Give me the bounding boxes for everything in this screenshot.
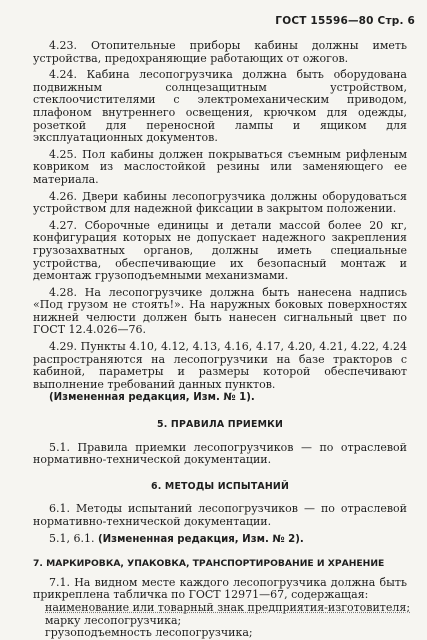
- section-7-heading: 7. МАРКИРОВКА, УПАКОВКА, ТРАНСПОРТИРОВАНИЕ И ХРАНЕНИЕ: [33, 558, 385, 570]
- page-header: ГОСТ 15596—80 Стр. 6: [275, 15, 415, 27]
- paragraph-4-25: 4.25. Пол кабины должен покрываться съемным рифленым ковриком из маслостойкой резины или заменяющего ее материала.: [33, 147, 407, 186]
- amendment-text-2: (Измененная редакция, Изм. № 2).: [97, 533, 304, 545]
- amendment-note-1: [33, 391, 407, 405]
- paragraph-4-28: 4.28. На лесопогрузчике должна быть нанесена надпись «Под грузом не стоять!». На наружных боковых поверхностях нижней челюсти должен быть нанесен сигнальный цвет по ГОСТ 12.4.026—76.: [33, 285, 407, 337]
- amendment-prefix-2: 5.1, 6.1.: [49, 531, 95, 545]
- paragraph-4-23: 4.23. Отопительные приборы кабины должны иметь устройства, предохраняющие работающих от ожогов.: [33, 39, 407, 65]
- list-item: грузоподъемность лесопогрузчика;: [45, 626, 253, 640]
- paragraph-6-1: 6.1. Методы испытаний лесопогрузчиков — по отраслевой нормативно-технической документации.: [33, 502, 407, 528]
- list-item: наименование или товарный знак предприятия-изготовителя;: [45, 600, 411, 614]
- amendment-note-2: [33, 533, 407, 547]
- paragraph-5-1: 5.1. Правила приемки лесопогрузчиков — по отраслевой нормативно-технической документации.: [33, 440, 407, 467]
- document-body: [33, 39, 411, 640]
- amendment-text-1: (Измененная редакция, Изм. № 1).: [49, 392, 255, 404]
- paragraph-4-24: 4.24. Кабина лесопогрузчика должна быть оборудована подвижным солнцезащитным устройством, стеклоочистителями с электромеханическим приводом, плафоном внутреннего освещения, крючком для одежды, розеткой для переносной лампы и ящиком для эксплуатационных документов.: [33, 68, 407, 145]
- section-6-heading: 6. МЕТОДЫ ИСПЫТАНИЙ: [150, 480, 290, 492]
- paragraph-7-1: 7.1. На видном месте каждого лесопогрузчика должна быть прикреплена табличка по ГОСТ 12971—67, содержащая:: [33, 575, 407, 602]
- list-item: марку лесопогрузчика;: [45, 613, 182, 627]
- paragraph-4-27: 4.27. Сборочные единицы и детали массой более 20 кг, конфигурация которых не допускает надежного закрепления грузозахватных органов, должны иметь специальные устройства, обеспечивающие их безопасный монтаж и демонтаж грузоподъемными механизмами.: [33, 218, 407, 283]
- paragraph-4-26: 4.26. Двери кабины лесопогрузчика должны оборудоваться устройством для надежной фиксации в закрытом положении.: [33, 189, 407, 216]
- paragraph-4-29: 4.29. Пункты 4.10, 4.12, 4.13, 4.16, 4.17, 4.20, 4.21, 4.22, 4.24 распространяются на лесопогрузчики на базе тракторов с кабиной, параметры и размеры которой обеспечивают выполнение требований данных пунктов.: [33, 340, 407, 391]
- section-5-heading: 5. ПРАВИЛА ПРИЕМКИ: [156, 419, 284, 431]
